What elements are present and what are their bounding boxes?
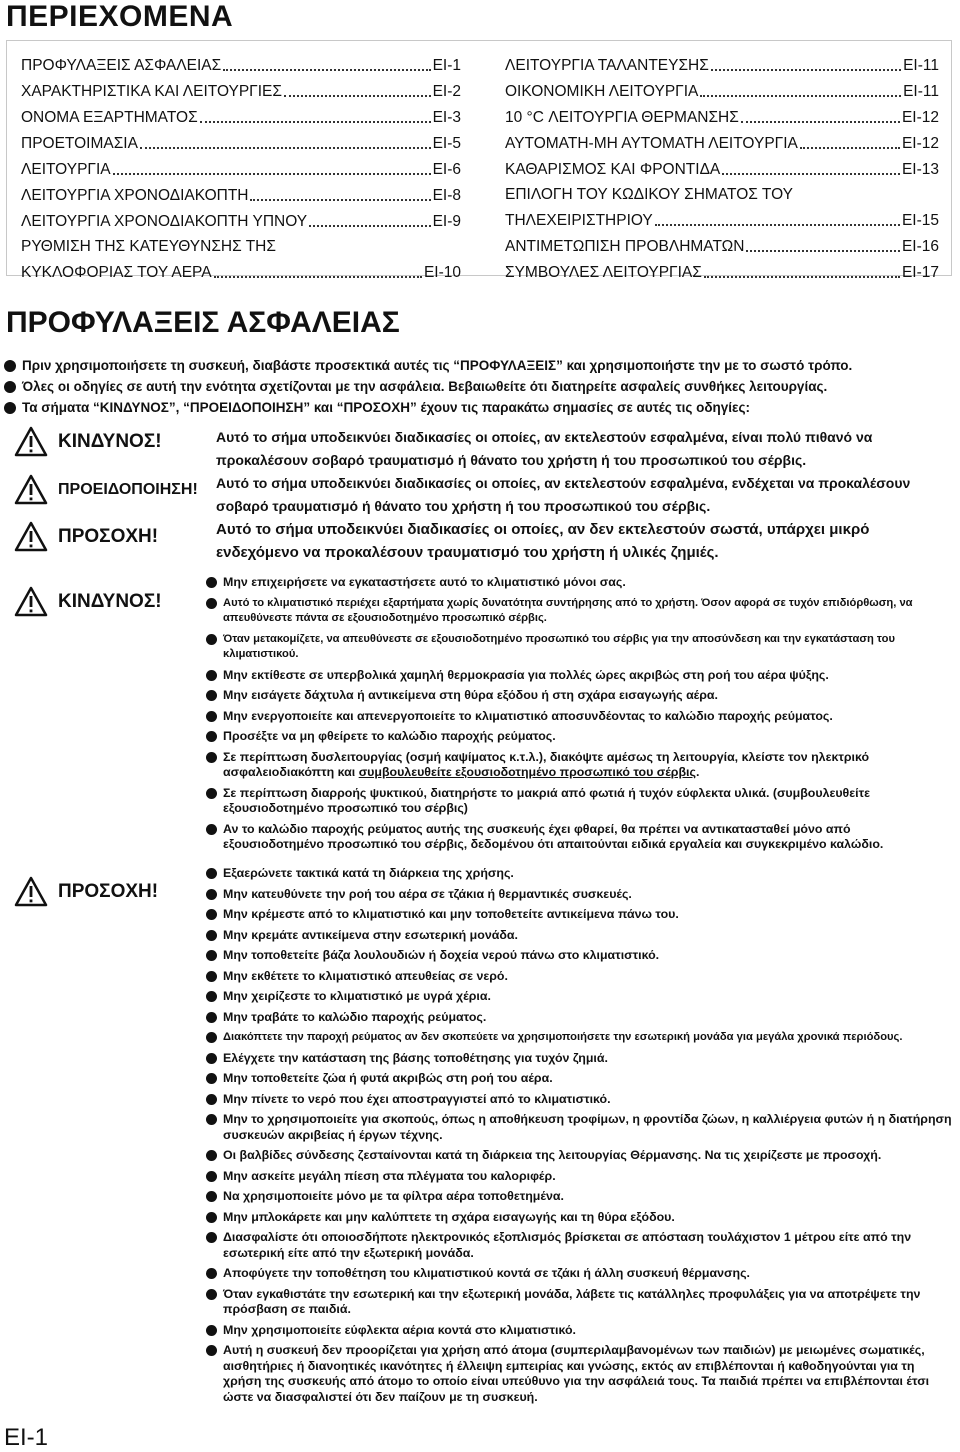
toc-entry-label-cont: ΤΗΛΕΧΕΙΡΙΣΤΗΡΙΟΥ: [505, 212, 653, 229]
item-text: Σε περίπτωση δυσλειτουργίας (οσμή καψίματος κ.τ.λ.), διακόψτε αμέσως τη λειτουργία, κλείστε τον ηλεκτρικό ασφαλειοδιακόπτη και: [223, 749, 870, 779]
toc-entry-label: ΛΕΙΤΟΥΡΓΙΑ ΤΑΛΑΝΤΕΥΣΗΣ: [505, 57, 709, 74]
item-text: Μην τοποθετείτε ζώα ή φυτά ακριβώς στη ροή του αέρα.: [223, 1071, 553, 1085]
toc-entry-label: ΛΕΙΤΟΥΡΓΙΑ ΧΡΟΝΟΔΙΑΚΟΠΤΗ ΥΠΝΟΥ: [21, 213, 308, 230]
list-item: [206, 632, 952, 663]
toc-entry-label: ΣΥΜΒΟΥΛΕΣ ΛΕΙΤΟΥΡΓΙΑΣ: [505, 264, 702, 281]
list-item: [206, 750, 952, 781]
toc-entry-label: ΛΕΙΤΟΥΡΓΙΑ ΧΡΟΝΟΔΙΑΚΟΠΤΗ: [21, 187, 249, 204]
toc-entry-page: EI-10: [423, 264, 461, 281]
toc-entry[interactable]: [505, 204, 939, 230]
item-text: Μην εκτίθεστε σε υπερβολικά χαμηλή θερμοκρασία για πολλές ώρες ακριβώς στη ροή του αέρα ψύξης.: [223, 667, 829, 682]
toc-leader: [722, 173, 900, 175]
bullet-icon: [206, 1232, 217, 1243]
item-text: Αυτή η συσκευή δεν προορίζεται για χρήση από άτομα (συμπεριλαμβανομένων των παιδιών) με μειωμένες σωματικές, αισθητήριες ή διανοητικές ικανότητες ή έλλειψη εμπειρίας και γνώσης, εκτός αν επιβλέπονται ή καθοδηγούνται για τη χρήση της συσκευής από άτομο το οποίο είναι υπεύθυνο για την ασφάλειά τους. Τα παιδιά πρέπει να επιβλέπονται έτσι ώστε να διασφαλιστεί ότι δεν παίζουν με τη συσκευή.: [223, 1343, 930, 1404]
list-item: [206, 1112, 952, 1143]
toc-leader: [741, 121, 900, 123]
item-text: Ελέγχετε την κατάσταση της βάσης τοποθέτησης για τυχόν ζημιά.: [223, 1050, 608, 1065]
item-text: Μην μπλοκάρετε και μην καλύπτετε τη σχάρα εισαγωγής και τη θύρα εξόδου.: [223, 1209, 675, 1224]
item-text: Διασφαλίστε ότι οποιοσδήποτε ηλεκτρονικός εξοπλισμός βρίσκεται σε απόσταση τουλάχιστον 1 μέτρου είτε από την εσωτερική είτε από την εξωτερική μονάδα.: [223, 1230, 912, 1260]
toc-entry-label: 10 °C ΛΕΙΤΟΥΡΓΙΑ ΘΕΡΜΑΝΣΗΣ: [505, 109, 739, 126]
item-text: Μην τραβάτε το καλώδιο παροχής ρεύματος.: [223, 1009, 487, 1024]
toc-leader: [711, 69, 901, 71]
list-item: [206, 596, 952, 627]
item-text: Μην πίνετε το νερό που έχει αποστραγγιστεί από το κλιματιστικό.: [223, 1091, 611, 1106]
list-item: [206, 1323, 952, 1339]
list-item: [206, 1071, 952, 1087]
intro-text: Πριν χρησιμοποιήσετε τη συσκευή, διαβάστε προσεκτικά αυτές τις “ΠΡΟΦΥΛΑΞΕΙΣ” και χρησιμοποιήστε την με το σωστό τρόπο.: [22, 358, 853, 373]
toc-entry-label: ΚΑΘΑΡΙΣΜΟΣ ΚΑΙ ΦΡΟΝΤΙΔΑ: [505, 161, 721, 178]
toc-leader: [309, 225, 430, 227]
bullet-icon: [206, 752, 217, 763]
toc-entry-page: EI-13: [901, 161, 939, 178]
toc-left-column: [21, 49, 461, 282]
caution-section-label: [14, 876, 158, 907]
toc-entry[interactable]: [21, 205, 461, 231]
toc-entry-label: ΧΑΡΑΚΤΗΡΙΣΤΙΚΑ ΚΑΙ ΛΕΙΤΟΥΡΓΙΕΣ: [21, 83, 282, 100]
toc-entry-page: EI-16: [901, 238, 939, 255]
item-text: Μην τοποθετείτε βάζα λουλουδιών ή δοχεία νερού πάνω στο κλιματιστικό.: [223, 948, 660, 962]
intro-text: Τα σήματα “ΚΙΝΔΥΝΟΣ”, “ΠΡΟΕΙΔΟΠΟΙΗΣΗ” και “ΠΡΟΣΟΧΗ” έχουν τις παρακάτω σημασίες σε αυτές τις οδηγίες:: [22, 400, 750, 415]
list-item: [206, 822, 952, 853]
definition-danger-text: Αυτό το σήμα υποδεικνύει διαδικασίες οι οποίες, αν εκτελεστούν εσφαλμένα, είναι πολύ πιθανό να προκαλέσουν σοβαρό τραυματισμό ή θάνατο του χρήστη ή του προσωπικού του σέρβις.: [216, 429, 873, 468]
toc-entry-label: ΟΝΟΜΑ ΕΞΑΡΤΗΜΑΤΟΣ: [21, 109, 198, 126]
definition-caution-label: [14, 521, 158, 552]
toc-entry-page: EI-12: [901, 109, 939, 126]
bullet-icon: [206, 991, 217, 1002]
item-text: Αποφύγετε την τοποθέτηση του κλιματιστικού κοντά σε τζάκι ή άλλη συσκευή θέρμανσης.: [223, 1266, 750, 1280]
bullet-icon: [206, 909, 217, 920]
list-item: [206, 1051, 952, 1067]
list-item: [206, 575, 952, 591]
safety-section-title: ΠΡΟΦΥΛΑΞΕΙΣ ΑΣΦΑΛΕΙΑΣ: [6, 306, 400, 339]
toc-leader: [200, 121, 431, 123]
definition-warning-label: [14, 474, 198, 505]
list-item: [206, 928, 952, 944]
toc-leader: [704, 276, 900, 278]
toc-entry-page: EI-8: [432, 187, 461, 204]
toc-entry-page: EI-11: [903, 83, 939, 100]
toc-entry[interactable]: [505, 256, 939, 282]
bullet-icon: [206, 1268, 217, 1279]
bullet-icon: [206, 868, 217, 879]
definition-warning-text: Αυτό το σήμα υποδεικνύει διαδικασίες οι οποίες, αν εκτελεστούν εσφαλμένα, ενδέχεται να προκαλέσουν σοβαρό τραυματισμό ή θάνατο του χρήστη ή του προσωπικού του σέρβις.: [216, 475, 911, 514]
bullet-icon: [206, 1094, 217, 1105]
toc-entry-page: EI-5: [432, 135, 461, 152]
list-item: [206, 887, 952, 903]
toc-entry-line[interactable]: [505, 179, 939, 204]
intro-item: [4, 397, 956, 418]
item-text: Μην κρεμάτε αντικείμενα στην εσωτερική μονάδα.: [223, 927, 518, 942]
item-text: Οι βαλβίδες σύνδεσης ζεσταίνονται κατά τη διάρκεια της λειτουργίας Θέρμανσης. Να τις χειρίζεστε με προσοχή.: [223, 1148, 882, 1162]
toc-entry[interactable]: [21, 75, 461, 101]
list-item: [206, 1169, 952, 1185]
danger-list: [206, 575, 952, 858]
toc-leader: [250, 199, 430, 201]
danger-section-label: [14, 586, 162, 617]
toc-leader: [284, 95, 431, 97]
bullet-icon: [206, 711, 217, 722]
caution-list: [206, 866, 952, 1410]
bullet-icon: [206, 971, 217, 982]
item-text: Μην εκθέτετε το κλιματιστικό απευθείας σε νερό.: [223, 968, 508, 983]
toc-right-column: [505, 49, 939, 282]
list-item: [206, 1266, 952, 1282]
toc-entry-page: EI-9: [432, 213, 461, 230]
list-item: [206, 866, 952, 882]
page-number: EI-1: [4, 1424, 49, 1451]
bullet-icon: [206, 889, 217, 900]
bullet-icon: [206, 1073, 217, 1084]
item-text: Αν το καλώδιο παροχής ρεύματος αυτής της συσκευής έχει φθαρεί, θα πρέπει να αντικατασταθεί μόνο από εξουσιοδοτημένο προσωπικό του σέρβις, δεδομένου ότι απαιτούνται ειδικά εργαλεία και συγκεκριμένο καλώδιο.: [223, 821, 884, 851]
intro-item: [4, 376, 956, 397]
list-item: [206, 1189, 952, 1205]
list-item: [206, 969, 952, 985]
item-text: Μην ενεργοποιείτε και απενεργοποιείτε το κλιματιστικό αποσυνδέοντας το καλώδιο παροχής ρεύματος.: [223, 708, 833, 723]
list-item: [206, 1210, 952, 1226]
item-text: Μην το χρησιμοποιείτε για σκοπούς, όπως η αποθήκευση τροφίμων, η φροντίδα ζώων, η καλλιέργεια φυτών ή η διατήρηση συσκευών ακριβείας ή έργων τέχνης.: [223, 1112, 952, 1142]
toc-leader: [113, 173, 431, 175]
list-item: [206, 1343, 952, 1405]
item-text: Μην επιχειρήσετε να εγκαταστήσετε αυτό το κλιματιστικό μόνοι σας.: [223, 575, 626, 589]
list-item: [206, 1287, 952, 1318]
toc-entry[interactable]: [505, 75, 939, 101]
toc-leader: [655, 224, 900, 226]
bullet-icon: [4, 381, 16, 393]
warning-triangle-icon: [14, 876, 48, 907]
toc-entry-label: ΟΙΚΟΝΟΜΙΚΗ ΛΕΙΤΟΥΡΓΙΑ: [505, 83, 699, 100]
toc-leader: [800, 147, 900, 149]
toc-entry[interactable]: [21, 179, 461, 205]
item-text: Να χρησιμοποιείτε μόνο με τα φίλτρα αέρα τοποθετημένα.: [223, 1189, 564, 1203]
safety-intro: [4, 355, 956, 418]
item-text: Μην χειρίζεστε το κλιματιστικό με υγρά χέρια.: [223, 989, 491, 1003]
toc-entry-page: EI-12: [901, 135, 939, 152]
bullet-icon: [206, 1325, 217, 1336]
toc-leader: [223, 69, 430, 71]
bullet-icon: [206, 634, 217, 645]
toc-entry[interactable]: [505, 49, 939, 75]
bullet-icon: [206, 690, 217, 701]
toc-entry[interactable]: [21, 127, 461, 153]
item-text: Μην εισάγετε δάχτυλα ή αντικείμενα στη θύρα εξόδου ή στη σχάρα εισαγωγής αέρα.: [223, 688, 718, 702]
page-title: ΠΕΡΙΕΧΟΜΕΝΑ: [6, 0, 234, 33]
list-item: [206, 1030, 952, 1046]
list-item: [206, 989, 952, 1005]
label-text: ΠΡΟΣΟΧΗ!: [58, 525, 159, 547]
bullet-icon: [206, 1212, 217, 1223]
label-text: ΠΡΟΣΟΧΗ!: [58, 880, 159, 902]
list-item: [206, 948, 952, 964]
bullet-icon: [206, 1345, 217, 1356]
bullet-icon: [206, 731, 217, 742]
list-item: [206, 907, 952, 923]
item-underlined-text: συμβουλευθείτε εξουσιοδοτημένο προσωπικό του σέρβις: [358, 765, 696, 779]
item-text: Μην κρέμεστε από το κλιματιστικό και μην τοποθετείτε αντικείμενα πάνω του.: [223, 907, 679, 921]
toc-entry[interactable]: [21, 101, 461, 127]
item-text: Αυτό το κλιματιστικό περιέχει εξαρτήματα χωρίς δυνατότητα συντήρησης από το χρήστη. Όσον αφορά σε τυχόν επιδιόρθωση, να απευθύνεστε πάντα σε εξουσιοδοτημένο προσωπικό σέρβις.: [223, 596, 913, 624]
bullet-icon: [206, 1012, 217, 1023]
toc-entry[interactable]: [505, 230, 939, 256]
bullet-icon: [206, 950, 217, 961]
bullet-icon: [206, 1114, 217, 1125]
list-item: [206, 1010, 952, 1026]
toc-leader: [140, 147, 431, 149]
bullet-icon: [206, 1032, 217, 1043]
toc-entry-label: ΡΥΘΜΙΣΗ ΤΗΣ ΚΑΤΕΥΘΥΝΣΗΣ ΤΗΣ: [21, 238, 276, 255]
table-of-contents: [6, 40, 952, 281]
bullet-icon: [4, 360, 16, 372]
bullet-icon: [206, 577, 217, 588]
list-item: [206, 1092, 952, 1108]
intro-item: [4, 355, 956, 376]
toc-leader: [746, 250, 899, 252]
toc-entry[interactable]: [505, 153, 939, 179]
warning-triangle-icon: [14, 521, 48, 552]
intro-text: Όλες οι οδηγίες σε αυτή την ενότητα σχετίζονται με την ασφάλεια. Βεβαιωθείτε ότι διατηρείτε ασφαλείς συνθήκες λειτουργίας.: [22, 379, 828, 394]
bullet-icon: [206, 670, 217, 681]
bullet-icon: [206, 824, 217, 835]
list-item: [206, 729, 952, 745]
toc-entry-label: ΕΠΙΛΟΓΗ ΤΟΥ ΚΩΔΙΚΟΥ ΣΗΜΑΤΟΣ ΤΟΥ: [505, 186, 793, 203]
toc-entry-page: EI-17: [901, 264, 939, 281]
item-text: Προσέξτε να μη φθείρετε το καλώδιο παροχής ρεύματος.: [223, 729, 556, 743]
label-text: ΚΙΝΔΥΝΟΣ!: [58, 590, 162, 612]
toc-leader: [214, 276, 422, 278]
toc-leader: [700, 95, 901, 97]
warning-triangle-icon: [14, 474, 48, 505]
warning-triangle-icon: [14, 586, 48, 617]
toc-entry-page: EI-11: [903, 57, 939, 74]
toc-entry-label: ΛΕΙΤΟΥΡΓΙΑ: [21, 161, 111, 178]
item-text-end: .: [695, 765, 700, 779]
list-item: [206, 786, 952, 817]
bullet-icon: [206, 1150, 217, 1161]
definition-danger-label: [14, 426, 162, 457]
toc-entry-page: EI-6: [432, 161, 461, 178]
toc-entry-page: EI-2: [432, 83, 461, 100]
toc-entry-page: EI-3: [432, 109, 461, 126]
bullet-icon: [206, 1289, 217, 1300]
bullet-icon: [206, 930, 217, 941]
item-text: Όταν μετακομίζετε, να απευθύνεστε σε εξουσιοδοτημένο προσωπικό του σέρβις για την αποσύνδεση και την εγκατάσταση του κλιματιστικού.: [223, 632, 895, 660]
toc-entry-label-cont: ΚΥΚΛΟΦΟΡΙΑΣ ΤΟΥ ΑΕΡΑ: [21, 264, 212, 281]
item-text: Μην ασκείτε μεγάλη πίεση στα πλέγματα του καλοριφέρ.: [223, 1168, 556, 1183]
list-item: [206, 1148, 952, 1164]
toc-entry-label: ΑΥΤΟΜΑΤΗ-ΜΗ ΑΥΤΟΜΑΤΗ ΛΕΙΤΟΥΡΓΙΑ: [505, 135, 798, 152]
label-text: ΚΙΝΔΥΝΟΣ!: [58, 430, 162, 452]
list-item: [206, 668, 952, 684]
toc-entry-label: ΑΝΤΙΜΕΤΩΠΙΣΗ ΠΡΟΒΛΗΜΑΤΩΝ: [505, 238, 745, 255]
bullet-icon: [206, 1053, 217, 1064]
item-text: Μην χρησιμοποιείτε εύφλεκτα αέρια κοντά στο κλιματιστικό.: [223, 1322, 576, 1337]
bullet-icon: [4, 402, 16, 414]
item-text: Διακόπτετε την παροχή ρεύματος αν δεν σκοπεύετε να χρησιμοποιήσετε την εσωτερική μονάδα για μεγάλα χρονικά περιόδους.: [223, 1031, 903, 1043]
toc-entry-page: EI-15: [901, 212, 939, 229]
bullet-icon: [206, 1191, 217, 1202]
item-text: Εξαερώνετε τακτικά κατά τη διάρκεια της χρήσης.: [223, 866, 514, 880]
bullet-icon: [206, 1171, 217, 1182]
label-text: ΠΡΟΕΙΔΟΠΟΙΗΣΗ!: [58, 480, 198, 498]
toc-entry[interactable]: [505, 101, 939, 127]
list-item: [206, 709, 952, 725]
toc-entry-label: ΠΡΟΦΥΛΑΞΕΙΣ ΑΣΦΑΛΕΙΑΣ: [21, 57, 222, 74]
toc-entry-label: ΠΡΟΕΤΟΙΜΑΣΙΑ: [21, 135, 138, 152]
toc-entry[interactable]: [21, 256, 461, 282]
toc-entry[interactable]: [21, 153, 461, 179]
toc-entry[interactable]: [21, 49, 461, 75]
bullet-icon: [206, 788, 217, 799]
list-item: [206, 688, 952, 704]
toc-entry-page: EI-1: [432, 57, 461, 74]
toc-entry[interactable]: [505, 127, 939, 153]
toc-entry-line[interactable]: [21, 231, 461, 256]
item-text: Όταν εγκαθιστάτε την εσωτερική και την εξωτερική μονάδα, λάβετε τις κατάλληλες προφυλάξεις για να αποτρέψετε την πρόσβαση σε παιδιά.: [223, 1286, 921, 1316]
item-text: Μην κατευθύνετε την ροή του αέρα σε τζάκια ή θερμαντικές συσκευές.: [223, 886, 632, 901]
warning-triangle-icon: [14, 426, 48, 457]
list-item: [206, 1230, 952, 1261]
bullet-icon: [206, 598, 217, 609]
item-text: Σε περίπτωση διαρροής ψυκτικού, διατηρήστε το μακριά από φωτιά ή τυχόν εύφλεκτα υλικά. (συμβουλευθείτε εξουσιοδοτημένο προσωπικό του σέρβις): [223, 785, 870, 815]
definition-caution-text: Αυτό το σήμα υποδεικνύει διαδικασίες οι οποίες, αν δεν εκτελεστούν σωστά, υπάρχει μικρό ενδεχόμενο να προκαλέσουν τραυματισμό του χρήστη ή υλικές ζημιές.: [216, 521, 870, 561]
